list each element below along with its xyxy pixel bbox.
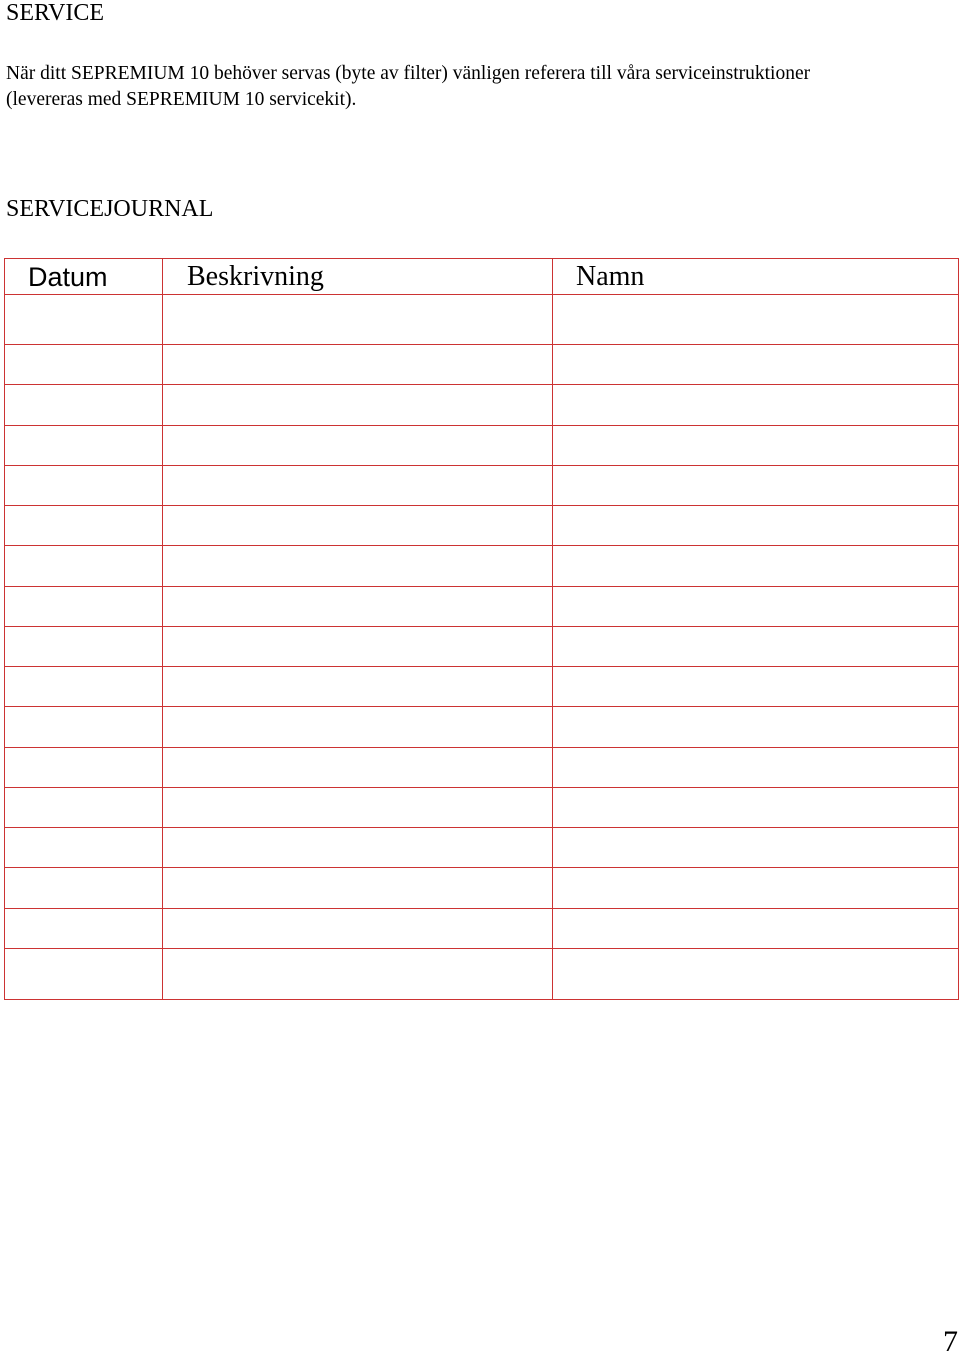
table-row-divider	[5, 867, 958, 868]
table-row-divider	[5, 747, 958, 748]
intro-line-2: (levereras med SEPREMIUM 10 servicekit).	[6, 89, 357, 110]
column-header-datum: Datum	[28, 262, 108, 292]
table-row-divider	[5, 545, 958, 546]
table-row-divider	[5, 626, 958, 627]
column-divider-1	[162, 259, 163, 999]
service-intro-text	[6, 61, 956, 113]
table-row-divider	[5, 948, 958, 949]
intro-line-1: När ditt SEPREMIUM 10 behöver servas (byte av filter) vänligen referera till våra serviceinstruktioner	[6, 63, 811, 84]
table-row-divider	[5, 706, 958, 707]
table-row-divider	[5, 505, 958, 506]
servicejournal-heading: SERVICEJOURNAL	[6, 196, 214, 222]
column-header-namn: Namn	[576, 261, 645, 292]
table-row-divider	[5, 827, 958, 828]
column-divider-2	[552, 259, 553, 999]
table-row-divider	[5, 425, 958, 426]
column-header-beskrivning: Beskrivning	[187, 261, 324, 292]
service-heading: SERVICE	[6, 0, 105, 26]
page-number: 7	[943, 1325, 958, 1358]
service-journal-table	[4, 258, 959, 1000]
table-row-divider	[5, 384, 958, 385]
table-row-divider	[5, 344, 958, 345]
table-row-divider	[5, 666, 958, 667]
table-row-divider	[5, 908, 958, 909]
journal-header-row	[5, 259, 958, 295]
table-row-divider	[5, 586, 958, 587]
table-row-divider	[5, 465, 958, 466]
table-row-divider	[5, 787, 958, 788]
